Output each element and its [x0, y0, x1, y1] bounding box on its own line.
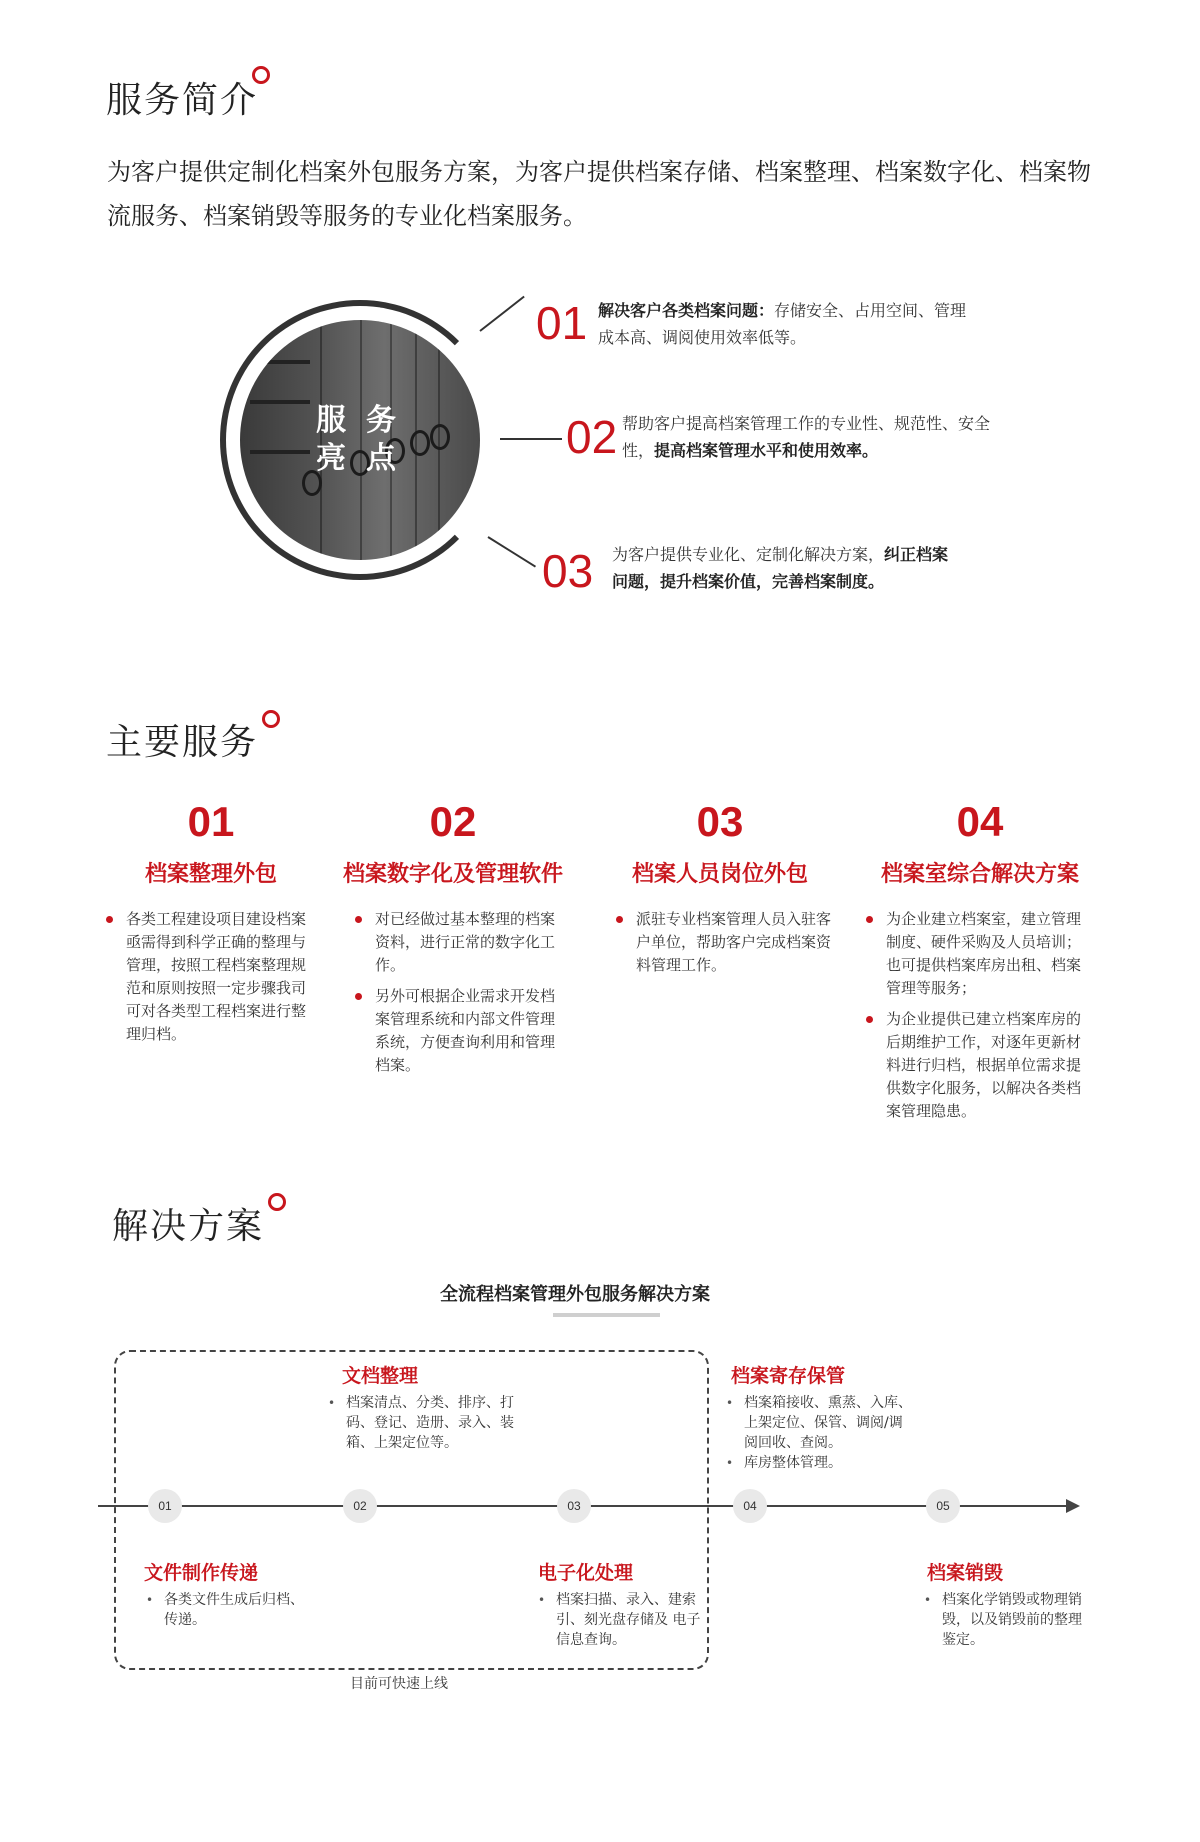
step-list-4	[724, 1393, 914, 1473]
connector-line-3	[487, 536, 536, 567]
list-item: 对已经做过基本整理的档案资料，进行正常的数字化工作。	[355, 908, 565, 977]
timeline-node-2: 02	[343, 1489, 377, 1523]
main-services-title: 主要服务	[106, 722, 259, 763]
step-list-3	[536, 1590, 706, 1650]
step-title-3: 电子化处理	[538, 1562, 634, 1584]
highlight-text-3-body: 为客户提供专业化、定制化解决方案，	[612, 545, 885, 564]
list-item: • 各类文件生成后归档、传递。	[144, 1590, 314, 1630]
service-number-3: 03	[696, 798, 744, 845]
highlight-text-2-body: 帮助客户提高档案管理工作的专业性、规范性、安全性，	[622, 414, 991, 460]
intro-section-title: 服务简介	[106, 80, 259, 121]
list-item: 各类工程建设项目建设档案亟需得到科学正确的整理与管理，按照工程档案整理规范和原则按照一定步骤我司可对各类型工程档案进行整理归档。	[106, 908, 306, 1046]
list-item: • 档案箱接收、熏蒸、入库、上架定位、保管、调阅/调阅回收、查阅。	[724, 1393, 914, 1453]
connector-line-2	[500, 438, 562, 440]
step-title-4: 档案寄存保管	[731, 1365, 846, 1387]
highlights-label-line2: 亮点	[316, 441, 416, 476]
list-item: 另外可根据企业需求开发档案管理系统和内部文件管理系统，方便查询利用和管理档案。	[355, 985, 565, 1077]
solution-heading: 全流程档案管理外包服务解决方案	[440, 1284, 710, 1305]
service-list-2	[355, 908, 565, 1085]
service-title-4: 档案室综合解决方案	[880, 862, 1079, 887]
service-title-2: 档案数字化及管理软件	[342, 862, 563, 887]
timeline-node-4: 04	[733, 1489, 767, 1523]
step-list-2	[326, 1393, 516, 1453]
quick-launch-note: 目前可快速上线	[350, 1676, 448, 1692]
timeline-node-3: 03	[557, 1489, 591, 1523]
list-item: • 库房整体管理。	[724, 1453, 914, 1473]
solution-section-title: 解决方案	[112, 1206, 265, 1247]
list-item: 为企业提供已建立档案库房的后期维护工作，对逐年更新材料进行归档，根据单位需求提供数字化服务，以解决各类档案管理隐患。	[866, 1008, 1086, 1123]
title-dot-icon	[262, 710, 280, 728]
highlights-label	[316, 402, 416, 478]
service-title-1: 档案整理外包	[144, 862, 277, 887]
highlight-text-1-body: 存储安全、占用空间、管理成本高、调阅使用效率低等。	[598, 301, 967, 347]
step-list-5	[922, 1590, 1082, 1650]
highlights-label-line1: 服务	[316, 403, 416, 438]
highlight-text-2-bold: 提高档案管理水平和使用效率。	[654, 441, 879, 460]
highlight-text-3-bold: 纠正档案问题，提升档案价值，完善档案制度。	[612, 545, 949, 591]
highlight-text-1-bold: 解决客户各类档案问题：	[598, 301, 775, 320]
highlight-number-3: 03	[542, 545, 594, 597]
highlight-number-1: 01	[536, 297, 588, 349]
list-item: • 档案清点、分类、排序、打码、登记、造册、录入、装箱、上架定位等。	[326, 1393, 516, 1453]
highlight-number-2: 02	[566, 411, 618, 463]
highlight-text-3	[612, 541, 962, 595]
list-item: 为企业建立档案室，建立管理制度、硬件采购及人员培训；也可提供档案库房出租、档案管理等服务；	[866, 908, 1086, 1000]
list-item: • 档案扫描、录入、建索引、刻光盘存储及 电子信息查询。	[536, 1590, 706, 1650]
timeline-node-5: 05	[926, 1489, 960, 1523]
service-list-3	[616, 908, 831, 985]
step-list-1	[144, 1590, 314, 1630]
title-dot-icon	[252, 66, 270, 84]
intro-text: 为客户提供定制化档案外包服务方案，为客户提供档案存储、档案整理、档案数字化、档案物流服务、档案销毁等服务的专业化档案服务。	[107, 158, 1091, 230]
timeline-node-1: 01	[148, 1489, 182, 1523]
step-title-5: 档案销毁	[927, 1562, 1004, 1584]
service-number-2: 02	[429, 798, 477, 845]
highlight-text-2	[622, 410, 994, 464]
service-list-1	[106, 908, 306, 1054]
highlight-text-1	[598, 297, 978, 351]
list-item: • 档案化学销毁或物理销毁，以及销毁前的整理鉴定。	[922, 1590, 1082, 1650]
step-title-1: 文件制作传递	[144, 1562, 259, 1584]
solution-heading-underline	[553, 1313, 660, 1317]
title-dot-icon	[268, 1193, 286, 1211]
step-title-2: 文档整理	[342, 1365, 419, 1387]
timeline-arrow-icon	[1066, 1499, 1080, 1513]
connector-line-1	[479, 296, 524, 332]
service-number-4: 04	[956, 798, 1004, 845]
service-title-3: 档案人员岗位外包	[631, 862, 808, 887]
service-list-4	[866, 908, 1086, 1131]
service-number-1: 01	[187, 798, 235, 845]
list-item: 派驻专业档案管理人员入驻客户单位，帮助客户完成档案资料管理工作。	[616, 908, 831, 977]
